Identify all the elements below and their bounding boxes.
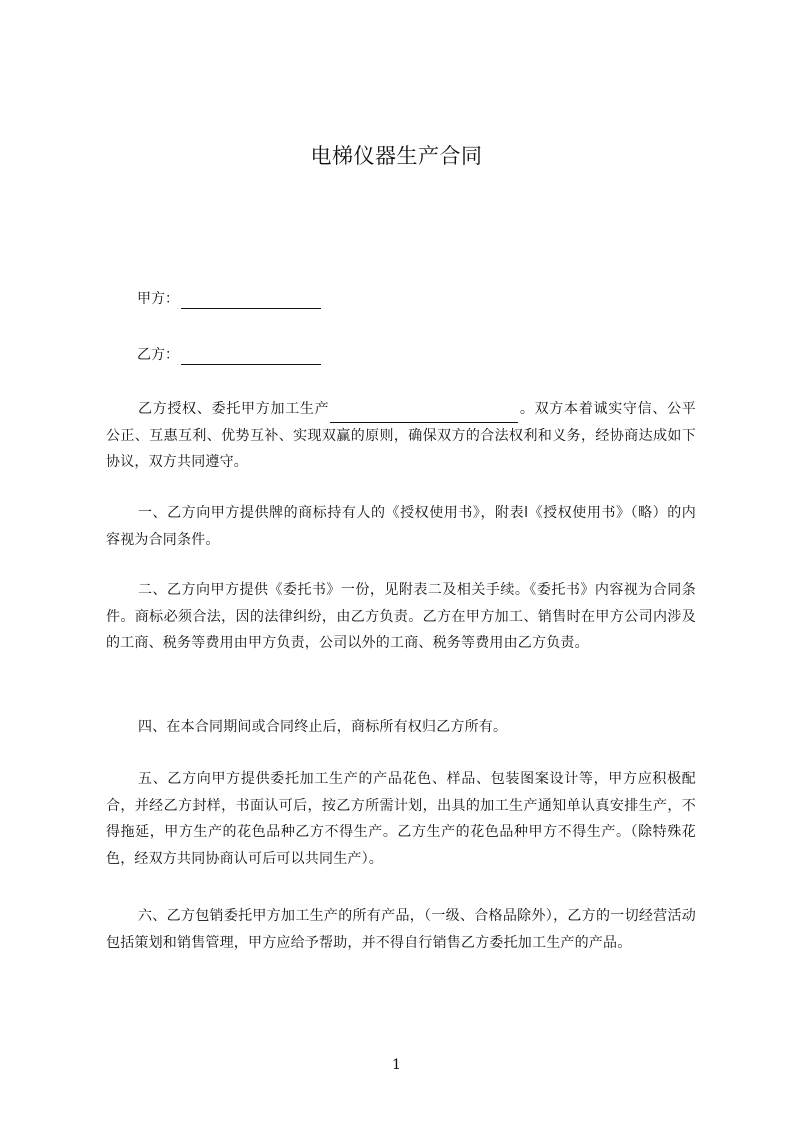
clause-5-paragraph: 五、乙方向甲方提供委托加工生产的产品花色、样品、包装图案设计等，甲方应积极配合，并经乙方封样，书面认可后，按乙方所需计划，出具的加工生产通知单认真安排生产，不得拖延，甲方生产的花色品种乙方不得生产。乙方生产的花色品种甲方不得生产。（除特殊花色，经双方共同协商认可后可以共同生产）。 [106,771,696,867]
clause-6-paragraph: 六、乙方包销委托甲方加工生产的所有产品，（一级、合格品除外），乙方的一切经营活动包括策划和销售管理，甲方应给予帮助，并不得自行销售乙方委托加工生产的产品。 [106,908,696,951]
intro-text-after: 。双方本着诚实守信、公平公正、互惠互利、优势互补、实现双赢的原则，确保双方的合法权利和义务，经协商达成如下协议，双方共同遵守。 [106,401,696,470]
intro-paragraph [106,396,696,476]
clause-2-paragraph: 二、乙方向甲方提供《委托书》一份，见附表二及相关手续。《委托书》内容视为合同条件。商标必须合法，因的法律纠纷，由乙方负责。乙方在甲方加工、销售时在甲方公司内涉及的工商、税务等费用由甲方负责，公司以外的工商、税务等费用由乙方负责。 [106,582,696,651]
clause-4-paragraph: 四、在本合同期间或合同终止后，商标所有权归乙方所有。 [138,719,508,735]
document-title: 电梯仪器生产合同 [310,144,483,168]
party-a-label: 甲方： [137,291,179,307]
party-b-blank [181,350,321,365]
party-a-line [137,289,321,309]
party-b-line [137,345,321,365]
party-b-label: 乙方： [137,347,179,363]
page-number: 1 [392,1057,401,1073]
party-a-blank [181,294,321,309]
product-blank [330,408,518,423]
intro-text-before: 乙方授权、委托甲方加工生产 [138,401,330,417]
clause-1-paragraph: 一、乙方向甲方提供牌的商标持有人的《授权使用书》，附表l《授权使用书》（略）的内容视为合同条件。 [106,505,696,548]
